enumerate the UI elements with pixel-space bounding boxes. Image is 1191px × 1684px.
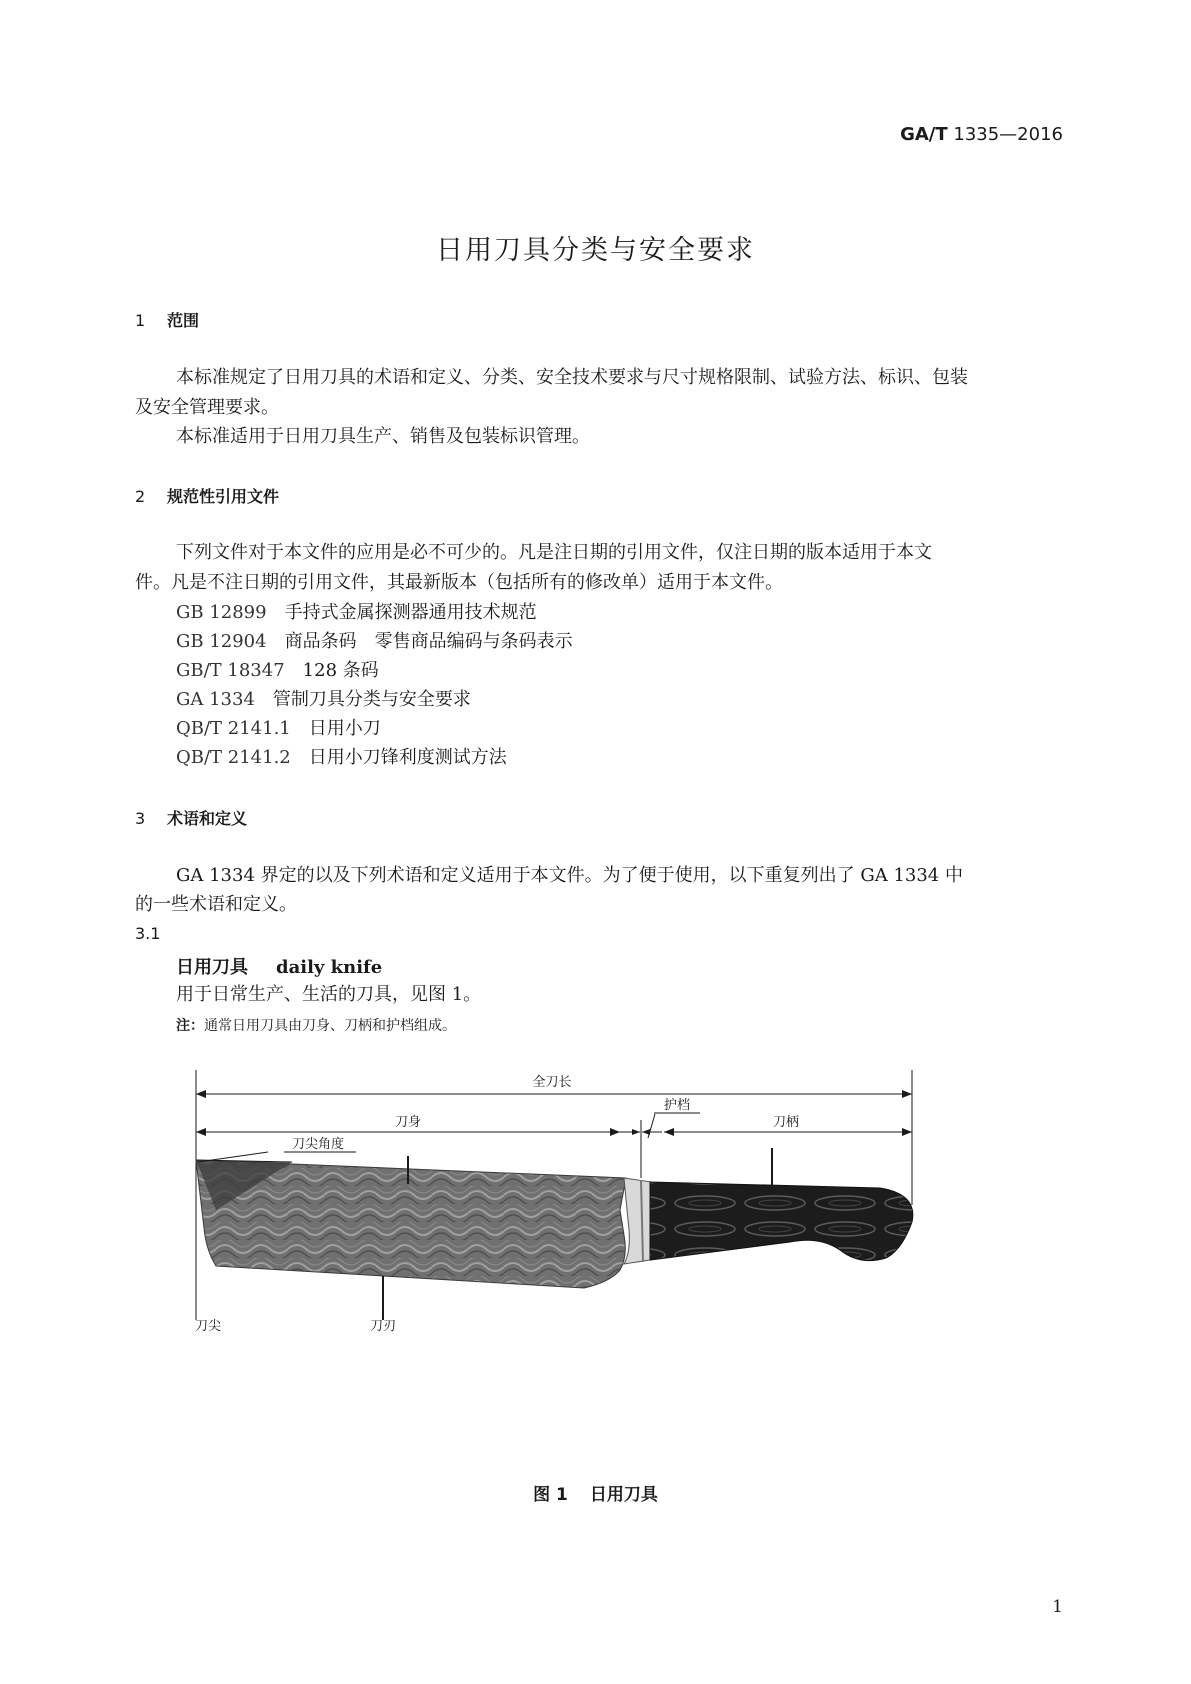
term-english: daily knife [276, 957, 383, 978]
note [176, 1015, 456, 1035]
section-1-paragraph-1-line-2: 及安全管理要求。 [135, 397, 279, 418]
figure-caption [0, 1480, 1191, 1505]
section-2-paragraph-line-2: 件。凡是不注日期的引用文件，其最新版本（包括所有的修改单）适用于本文件。 [135, 572, 783, 593]
handle-label: 刀柄 [772, 1115, 800, 1130]
guard-dimension [620, 1113, 700, 1178]
reference-title: 手持式金属探测器通用技术规范 [284, 602, 537, 623]
reference-item [176, 684, 471, 716]
handle-body [650, 1182, 913, 1261]
reference-title: 日用小刀锋利度测试方法 [308, 747, 507, 768]
reference-code: GB/T 18347 [176, 660, 285, 681]
reference-item [176, 742, 507, 774]
term-heading [176, 953, 382, 979]
document-number-value: 1335—2016 [953, 124, 1063, 145]
document-number-prefix: GA/T [900, 124, 948, 145]
reference-item [176, 597, 537, 629]
section-title: 规范性引用文件 [167, 487, 280, 506]
section-title: 术语和定义 [167, 809, 248, 828]
section-3-paragraph-line-2: 的一些术语和定义。 [135, 894, 297, 915]
note-label: 注： [176, 1018, 204, 1034]
guard-bolster [624, 1178, 652, 1264]
note-text: 通常日用刀具由刀身、刀柄和护档组成。 [204, 1018, 456, 1034]
reference-title: 日用小刀 [308, 718, 381, 739]
reference-title: 商品条码 零售商品编码与条码表示 [284, 631, 573, 652]
reference-code: GB 12899 [176, 602, 267, 623]
reference-item [176, 626, 573, 658]
reference-item [176, 713, 381, 745]
reference-code: GA 1334 [176, 689, 255, 710]
section-1-paragraph-2: 本标准适用于日用刀具生产、销售及包装标识管理。 [176, 426, 590, 447]
term-chinese: 日用刀具 [176, 957, 248, 978]
guard-label: 护档 [663, 1098, 691, 1113]
figure-number: 图 1 [533, 1485, 568, 1505]
section-title: 范围 [167, 311, 200, 330]
figure-title: 日用刀具 [589, 1485, 658, 1505]
reference-code: QB/T 2141.1 [176, 718, 291, 739]
reference-item [176, 655, 379, 687]
blade-label: 刀身 [394, 1115, 422, 1130]
tip-label: 刀尖 [194, 1319, 222, 1334]
section-2-paragraph-line-1: 下列文件对于本文件的应用是必不可少的。凡是注日期的引用文件，仅注日期的版本适用于本文 [176, 542, 932, 563]
document-number [900, 124, 1063, 145]
section-number: 3 [135, 809, 146, 828]
reference-title: 128 条码 [302, 660, 379, 681]
knife-figure [180, 1060, 1030, 1360]
section-1-paragraph-1-line-1: 本标准规定了日用刀具的术语和定义、分类、安全技术要求与尺寸规格限制、试验方法、标识、包装 [176, 367, 968, 388]
page-title: 日用刀具分类与安全要求 [436, 235, 755, 266]
section-number: 1 [135, 311, 146, 330]
tip-angle-label: 刀尖角度 [291, 1137, 345, 1152]
reference-title: 管制刀具分类与安全要求 [272, 689, 471, 710]
reference-code: QB/T 2141.2 [176, 747, 291, 768]
overall-length-label: 全刀长 [532, 1075, 572, 1090]
term-number: 3.1 [135, 924, 161, 943]
section-3-paragraph-line-1: GA 1334 界定的以及下列术语和定义适用于本文件。为了便于使用，以下重复列出了 GA 1334 中 [176, 865, 963, 886]
section-1-heading [135, 308, 199, 331]
page-number: 1 [1052, 1597, 1063, 1617]
section-2-heading [135, 484, 279, 507]
term-definition: 用于日常生产、生活的刀具，见图 1。 [176, 984, 482, 1005]
section-3-heading [135, 806, 247, 829]
section-number: 2 [135, 487, 146, 506]
reference-code: GB 12904 [176, 631, 267, 652]
overall-length-dimension [196, 1090, 912, 1098]
edge-label: 刀刃 [369, 1319, 397, 1334]
